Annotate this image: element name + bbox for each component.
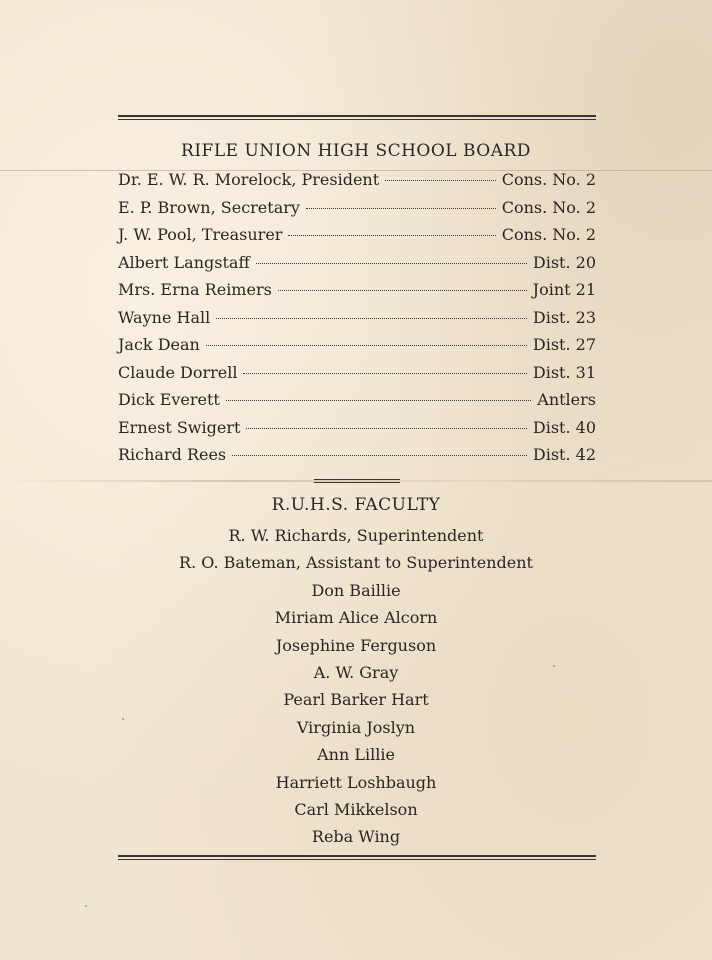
board-member-row bbox=[118, 280, 596, 308]
board-member-row bbox=[118, 363, 596, 391]
member-name: E. P. Brown, Secretary bbox=[118, 197, 300, 217]
dot-leader bbox=[278, 290, 527, 291]
dot-leader bbox=[232, 455, 527, 456]
member-district: Antlers bbox=[537, 390, 596, 409]
member-name: Claude Dorrell bbox=[118, 362, 238, 382]
faculty-member: Harriett Loshbaugh bbox=[275, 772, 437, 792]
member-name: Albert Langstaff bbox=[118, 252, 250, 272]
dot-leader bbox=[306, 208, 496, 209]
dot-leader bbox=[256, 263, 527, 264]
member-name: Dr. E. W. R. Morelock, President bbox=[118, 170, 380, 189]
faculty-member: A. W. Gray bbox=[313, 662, 399, 682]
faculty-member: Miriam Alice Alcorn bbox=[274, 608, 438, 628]
faculty-member: Ann Lillie bbox=[317, 745, 395, 765]
member-name: Mrs. Erna Reimers bbox=[118, 280, 272, 299]
faculty-member: Reba Wing bbox=[311, 827, 401, 847]
board-member-row bbox=[118, 335, 596, 363]
dot-leader bbox=[243, 373, 526, 374]
dot-leader bbox=[216, 318, 527, 319]
board-member-list bbox=[118, 170, 596, 473]
board-member-row bbox=[118, 170, 596, 198]
faculty-member: Carl Mikkelson bbox=[294, 799, 418, 819]
board-member-row bbox=[118, 390, 596, 418]
member-name: J. W. Pool, Treasurer bbox=[118, 225, 283, 244]
faculty-list bbox=[0, 522, 712, 851]
member-name: Richard Rees bbox=[118, 445, 227, 464]
bottom-double-rule bbox=[118, 855, 596, 860]
faculty-heading: R.U.H.S. FACULTY bbox=[271, 495, 441, 515]
paper-speck bbox=[85, 905, 87, 907]
member-district: Dist. 27 bbox=[532, 335, 596, 354]
member-district: Cons. No. 2 bbox=[501, 197, 596, 217]
member-name: Ernest Swigert bbox=[118, 417, 241, 437]
dot-leader bbox=[288, 235, 495, 236]
faculty-member: Josephine Ferguson bbox=[275, 635, 437, 655]
member-district: Cons. No. 2 bbox=[501, 170, 596, 189]
member-name: Jack Dean bbox=[118, 335, 200, 354]
board-heading: RIFLE UNION HIGH SCHOOL BOARD bbox=[181, 141, 531, 161]
member-district: Dist. 23 bbox=[532, 307, 596, 327]
member-district: Dist. 42 bbox=[532, 445, 596, 464]
board-member-row bbox=[118, 198, 596, 226]
board-member-row bbox=[118, 225, 596, 253]
faculty-member: R. W. Richards, Superintendent bbox=[228, 526, 484, 545]
paper-speck bbox=[122, 718, 124, 720]
member-district: Dist. 31 bbox=[532, 362, 596, 382]
board-member-row bbox=[118, 253, 596, 281]
faculty-member: Virginia Joslyn bbox=[296, 717, 416, 737]
member-name: Dick Everett bbox=[118, 390, 220, 409]
top-double-rule bbox=[118, 115, 596, 120]
board-member-row bbox=[118, 445, 596, 473]
board-member-row bbox=[118, 418, 596, 446]
faculty-member: Pearl Barker Hart bbox=[283, 690, 429, 710]
member-district: Dist. 40 bbox=[532, 417, 596, 437]
faculty-member: R. O. Bateman, Assistant to Superintendent bbox=[179, 553, 533, 573]
dot-leader bbox=[226, 400, 531, 401]
member-district: Dist. 20 bbox=[532, 252, 596, 272]
paper-speck bbox=[553, 665, 555, 667]
dot-leader bbox=[206, 345, 527, 346]
faculty-member: Don Baillie bbox=[311, 580, 401, 600]
member-district: Joint 21 bbox=[532, 280, 596, 299]
dot-leader bbox=[385, 180, 496, 181]
section-divider bbox=[314, 479, 400, 483]
member-district: Cons. No. 2 bbox=[501, 225, 596, 244]
dot-leader bbox=[246, 428, 526, 429]
member-name: Wayne Hall bbox=[118, 307, 211, 327]
board-member-row bbox=[118, 308, 596, 336]
